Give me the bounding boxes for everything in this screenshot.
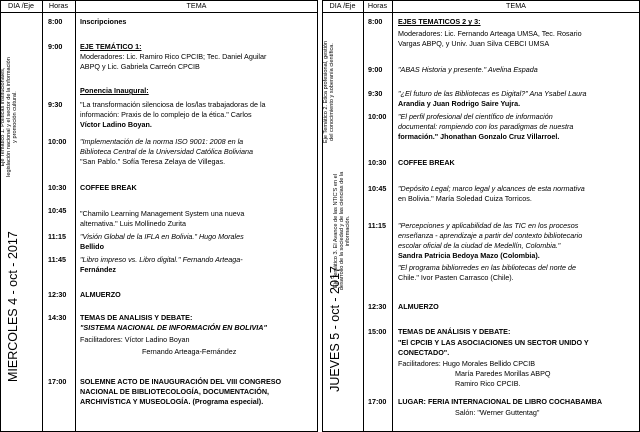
tema-line: ALMUERZO xyxy=(80,290,121,299)
tema-line: "Depósito Legal; marco legal y alcances de esta normativa xyxy=(398,184,585,193)
tema-line: "Chamilo Learning Management System una nueva xyxy=(80,209,245,218)
tema-line: ARCHIVÍSTICA Y MUSEOLOGÍA. (Programa especial). xyxy=(80,397,264,406)
header-tema-right: TEMA xyxy=(506,1,526,10)
day-label-thursday: JUEVES 5 - oct - 2017 xyxy=(328,266,342,392)
tema-line: documental: rompiendo con los paradigmas de nuestra xyxy=(398,122,574,131)
tema-line: "¿El futuro de las Bibliotecas es Digital?" Ana Ysabel Laura xyxy=(398,89,587,98)
tema-line: Salón: "Werner Guttentag" xyxy=(455,408,540,417)
tema-line: Ramiro Rico CPCIB. xyxy=(455,379,521,388)
tema-line: "Percepciones y aplicabilidad de las TIC en los procesos xyxy=(398,221,579,230)
tema-line: NACIONAL DE BIBLIOTECOLOGÍA, DOCUMENTACIÓN, xyxy=(80,387,270,396)
time-cell: 9:30 xyxy=(368,89,383,98)
header-horas-right: Horas xyxy=(367,1,388,10)
tema-line: Fernández xyxy=(80,265,116,274)
time-cell: 9:30 xyxy=(48,100,63,109)
time-cell: 10:00 xyxy=(368,112,387,121)
eje-3-label: Eje Temático 3. El Avance de las NTIC'S en el desarrollo de la sociedad y de las ciencias de la información. xyxy=(333,171,352,291)
day-label-wednesday: MIERCOLES 4 - oct - 2017 xyxy=(6,231,20,382)
tema-line: Biblioteca Central de la Universidad Católica Boliviana xyxy=(80,147,253,156)
tema-line: Fernando Arteaga-Fernández xyxy=(142,347,237,356)
time-cell: 14:30 xyxy=(48,313,67,322)
time-cell: 11:15 xyxy=(48,232,66,241)
tema-line: "Visión Global de la IFLA en Bolivia." Hugo Morales xyxy=(80,232,244,241)
time-cell: 17:00 xyxy=(48,377,67,386)
time-cell: 12:30 xyxy=(368,302,387,311)
tema-line: "San Pablo." Sofía Teresa Zelaya de Villegas. xyxy=(80,157,226,166)
tema-line: formación." Jhonathan Gonzalo Cruz Villarroel. xyxy=(398,132,560,141)
tema-line: Inscripciones xyxy=(80,17,127,26)
tema-line: "Libro impreso vs. Libro digital." Fernando Arteaga- xyxy=(80,255,243,264)
tema-line: TEMAS DE ANALISIS Y DEBATE: xyxy=(80,313,193,322)
tema-line: "Implementación de la norma ISO 9001: 2008 en la xyxy=(80,137,244,146)
tema-line: Víctor Ladino Boyan. xyxy=(80,120,152,129)
header-horas: Horas xyxy=(48,1,69,10)
tema-line: enseñanza - aprendizaje a partir del contexto bibliotecario xyxy=(398,231,583,240)
tema-line: Sandra Patricia Bedoya Mazo (Colombia). xyxy=(398,251,540,260)
eje-1-label: Eje Temático 1. Políticas institucionales, legislación nacional y el sector de la información y promoción cultural. xyxy=(0,57,19,177)
header-dia-eje: DIA /Eje xyxy=(8,1,34,10)
eje-2-label: Eje Temático 2. Ética profesional, gestión del conocimiento y soberanía científica. xyxy=(323,40,336,144)
time-cell: 12:30 xyxy=(48,290,67,299)
time-cell: 9:00 xyxy=(368,65,383,74)
time-cell: 8:00 xyxy=(48,17,63,26)
tema-line: en Bolivia." María Soledad Cuiza Torricos. xyxy=(398,194,532,203)
time-cell: 10:30 xyxy=(48,183,67,192)
tema-line: SOLEMNE ACTO DE INAUGURACIÓN DEL VIII CONGRESO xyxy=(80,377,282,386)
tema-line: "SISTEMA NACIONAL DE INFORMACIÓN EN BOLIVIA" xyxy=(80,323,267,332)
time-cell: 17:00 xyxy=(368,397,387,406)
header-tema: TEMA xyxy=(186,1,207,10)
tema-line: información: Praxis de lo complejo de la ética." Carlos xyxy=(80,110,252,119)
tema-line: Arandia y Juan Rodrigo Saire Yujra. xyxy=(398,99,521,108)
tema-line: Moderadores: Lic. Fernando Arteaga UMSA, Tec. Rosario xyxy=(398,29,582,38)
tema-line: ALMUERZO xyxy=(398,302,439,311)
tema-line: "El CPCIB Y LAS ASOCIACIONES UN SECTOR UNIDO Y xyxy=(398,338,589,347)
tema-line: Facilitadores: Víctor Ladino Boyan xyxy=(80,335,190,344)
tema-line: CONECTADO". xyxy=(398,348,450,357)
tema-line: EJE TEMÁTICO 1: xyxy=(80,42,142,51)
tema-line: Vargas ABPQ, y Univ. Juan Silva CEBCI UMSA xyxy=(398,39,550,48)
tema-line: EJES TEMATICOS 2 y 3: xyxy=(398,17,481,26)
time-cell: 10:00 xyxy=(48,137,67,146)
tema-line: "El programa bibliorredes en las bibliotecas del norte de xyxy=(398,263,576,272)
tema-line: ABPQ y Lic. Gabriela Carreón CPCIB xyxy=(80,62,200,71)
tema-line: COFFEE BREAK xyxy=(80,183,137,192)
tema-line: Ponencia Inaugural: xyxy=(80,86,149,95)
time-cell: 10:45 xyxy=(368,184,387,193)
time-cell: 10:45 xyxy=(48,206,67,215)
time-cell: 11:45 xyxy=(48,255,66,264)
tema-line: escolar oficial de la ciudad de Medellín, Colombia." xyxy=(398,241,561,250)
time-cell: 8:00 xyxy=(368,17,383,26)
tema-line: "La transformación silenciosa de los/las trabajadoras de la xyxy=(80,100,266,109)
tema-line: "El perfil profesional del científico de información xyxy=(398,112,553,121)
tema-line: Bellido xyxy=(80,242,104,251)
tema-line: "ABAS Historia y presente." Avelina Espada xyxy=(398,65,538,74)
time-cell: 15:00 xyxy=(368,327,387,336)
tema-line: Chile." Ivor Pasten Carrasco (Chile). xyxy=(398,273,514,282)
header-dia-eje-right: DIA /Eje xyxy=(329,1,356,10)
tema-line: COFFEE BREAK xyxy=(398,158,455,167)
time-cell: 11:15 xyxy=(368,221,386,230)
time-cell: 10:30 xyxy=(368,158,387,167)
tema-line: LUGAR: FERIA INTERNACIONAL DE LIBRO COCHABAMBA xyxy=(398,397,603,406)
tema-line: María Paredes Morillas ABPQ xyxy=(455,369,551,378)
tema-line: Facilitadores: Hugo Morales Bellido CPCIB xyxy=(398,359,536,368)
time-cell: 9:00 xyxy=(48,42,63,51)
tema-line: alternativa." Luis Mollinedo Zurita xyxy=(80,219,187,228)
tema-line: Moderadores: Lic. Ramiro Rico CPCIB; Tec. Daniel Aguilar xyxy=(80,52,267,61)
tema-line: TEMAS DE ANÁLISIS Y DEBATE: xyxy=(398,327,511,336)
